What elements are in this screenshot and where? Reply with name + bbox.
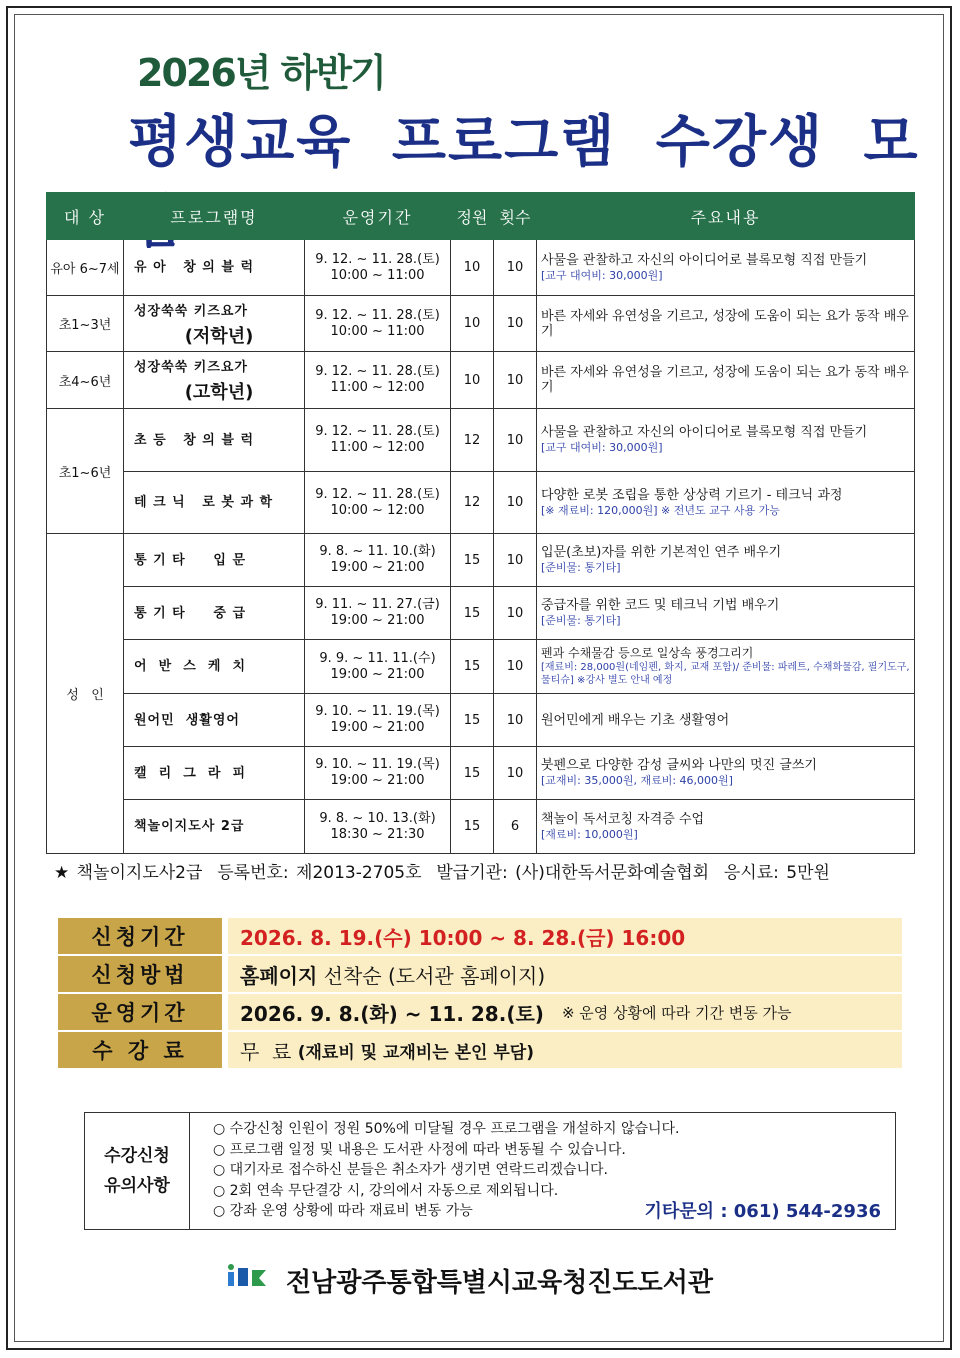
content-note: [교구 대여비: 30,000원] (541, 441, 663, 454)
period-cell (305, 409, 451, 472)
list-item: ○ 대기자로 접수하신 분들은 취소자가 생기면 연락드리겠습니다. (213, 1162, 608, 1178)
target-cell: 초1~6년 (47, 409, 124, 534)
capacity-cell: 10 (451, 240, 494, 296)
list-item: ○ 프로그램 일정 및 내용은 도서관 사정에 따라 변동될 수 있습니다. (213, 1141, 626, 1158)
notice-label (85, 1113, 190, 1229)
period-date: 9. 8. ~ 10. 13.(화) (319, 810, 436, 826)
period-time: 18:30 ~ 21:30 (330, 826, 425, 842)
program-name-text: 초 등 창 의 블 럭 (134, 432, 255, 448)
apply-period-label: 신청기간 (58, 918, 222, 954)
capacity-cell: 15 (451, 694, 494, 747)
content-note: [교구 대여비: 30,000원] (541, 268, 663, 282)
contact-info: 기타문의 : 061) 544-2936 (644, 1201, 881, 1222)
period-cell (305, 352, 451, 409)
program-name-text: 어 반 스 케 치 (134, 659, 246, 674)
count-cell: 10 (494, 352, 537, 409)
capacity-cell: 15 (451, 800, 494, 854)
content-note: [재료비: 10,000원] (541, 827, 638, 841)
apply-method-value (228, 956, 902, 992)
content-cell (537, 409, 915, 472)
program-name (124, 694, 305, 747)
program-name-text: 책놀이지도사 2급 (134, 819, 245, 834)
period-date: 9. 11. ~ 11. 27.(금) (315, 597, 440, 612)
program-sub: (고학년) (184, 382, 254, 403)
period-date: 9. 12. ~ 11. 28.(토) (315, 307, 440, 323)
period-cell (305, 640, 451, 694)
period-time: 11:00 ~ 12:00 (330, 440, 425, 455)
program-name (124, 240, 305, 296)
period-time: 19:00 ~ 21:00 (330, 666, 425, 682)
count-cell: 10 (494, 534, 537, 587)
run-period-value (228, 994, 902, 1030)
period-time: 19:00 ~ 21:00 (330, 773, 425, 788)
program-name-text: 성장쑥쑥 키즈요가 (134, 360, 248, 375)
program-name-text: 캘 리 그 라 피 (134, 765, 246, 781)
program-name-text: 원어민 생활영어 (134, 712, 240, 728)
content-cell (537, 240, 915, 296)
content-text: 중급자를 위한 코드 및 테크닉 기법 배우기 (541, 598, 780, 613)
notice-label-line1: 수강신청 (104, 1146, 170, 1166)
content-cell (537, 747, 915, 800)
apply-period-row (58, 918, 902, 954)
table-row (47, 472, 915, 534)
table-row (47, 296, 915, 352)
content-text: 바른 자세와 유연성을 기르고, 성장에 도움이 되는 요가 동작 배우기 (541, 365, 909, 395)
period-time: 19:00 ~ 21:00 (330, 613, 425, 628)
program-name (124, 472, 305, 534)
count-cell: 10 (494, 240, 537, 296)
period-cell (305, 534, 451, 587)
header-content: 주요내용 (537, 193, 915, 240)
period-date: 9. 12. ~ 11. 28.(토) (315, 486, 440, 502)
content-cell (537, 296, 915, 352)
program-name (124, 747, 305, 800)
table-row (47, 534, 915, 587)
content-text: 붓펜으로 다양한 감성 글씨와 나만의 멋진 글쓰기 (541, 758, 817, 773)
content-cell (537, 352, 915, 409)
content-text: 원어민에게 배우는 기초 생활영어 (541, 712, 730, 728)
list-item: ○ 2회 연속 무단결강 시, 강의에서 자동으로 제외됩니다. (213, 1182, 559, 1199)
content-text: 바른 자세와 유연성을 기르고, 성장에 도움이 되는 요가 동작 배우기 (541, 308, 909, 339)
apply-period-value (228, 918, 902, 954)
capacity-cell: 10 (451, 296, 494, 352)
content-text: 펜과 수채물감 등으로 일상속 풍경그리기 (541, 646, 754, 660)
count-cell: 10 (494, 640, 537, 694)
program-name-text: 유 아 창 의 블 럭 (134, 260, 255, 275)
content-text: 다양한 로봇 조립을 통한 상상력 기르기 - 테크닉 과정 (541, 487, 843, 503)
period-cell (305, 472, 451, 534)
count-cell: 10 (494, 409, 537, 472)
period-cell (305, 694, 451, 747)
period-date: 9. 12. ~ 11. 28.(토) (315, 424, 440, 439)
header-capacity: 정원 (451, 193, 494, 240)
capacity-cell: 15 (451, 587, 494, 640)
content-cell (537, 472, 915, 534)
content-note: [※ 재료비: 120,000원] ※ 전년도 교구 사용 가능 (541, 503, 780, 517)
table-row (47, 587, 915, 640)
content-cell (537, 800, 915, 854)
count-cell: 10 (494, 296, 537, 352)
count-cell: 10 (494, 747, 537, 800)
content-note: [준비물: 통기타] (541, 561, 621, 574)
period-time: 19:00 ~ 21:00 (330, 560, 425, 575)
capacity-cell: 15 (451, 534, 494, 587)
content-text: 사물을 관찰하고 자신의 아이디어로 블록모형 직접 만들기 (541, 425, 868, 440)
program-sub: (저학년) (184, 325, 254, 347)
notice-list (213, 1119, 680, 1222)
period-cell (305, 240, 451, 296)
header-count: 횟수 (494, 193, 537, 240)
year-title: 2026년 하반기 (137, 51, 385, 95)
apply-method-label: 신청방법 (58, 956, 222, 992)
content-note: [교재비: 35,000원, 재료비: 46,000원] (541, 774, 733, 787)
period-cell (305, 587, 451, 640)
run-period-text: 2026. 9. 8.(화) ~ 11. 28.(토) (240, 1001, 544, 1026)
program-name (124, 587, 305, 640)
count-cell: 6 (494, 800, 537, 854)
period-time: 10:00 ~ 11:00 (330, 323, 425, 339)
target-cell: 초1~3년 (47, 296, 124, 352)
period-cell (305, 747, 451, 800)
period-time: 10:00 ~ 11:00 (330, 267, 425, 283)
main-title: 평생교육 프로그램 수강생 모 (128, 110, 920, 175)
content-note: [재료비: 28,000원(네임펜, 화지, 교재 포함)/ 준비물: 파레트, 수채화물감, 필기도구, 물티슈] ※강사 별도 안내 예정 (541, 662, 910, 686)
content-cell (537, 534, 915, 587)
content-cell (537, 640, 915, 694)
table-row (47, 409, 915, 472)
program-name (124, 800, 305, 854)
content-text: 입문(초보)자를 위한 기본적인 연주 배우기 (541, 545, 782, 560)
certificate-footnote: ★ 책놀이지도사2급 등록번호: 제2013-2705호 발급기관: (사)대한독서문화예술협회 응시료: 5만원 (54, 863, 830, 883)
target-cell: 초4~6년 (47, 352, 124, 409)
run-period-row (58, 994, 902, 1030)
count-cell: 10 (494, 587, 537, 640)
program-name-text: 성장쑥쑥 키즈요가 (134, 303, 248, 319)
table-row (47, 694, 915, 747)
content-cell (537, 587, 915, 640)
capacity-cell: 12 (451, 409, 494, 472)
period-cell (305, 296, 451, 352)
table-row (47, 800, 915, 854)
program-name-text: 통 기 타 중 급 (134, 605, 246, 621)
program-name (124, 296, 305, 352)
fee-text: 무 료 (240, 1039, 292, 1064)
period-cell (305, 800, 451, 854)
capacity-cell: 12 (451, 472, 494, 534)
period-date: 9. 9. ~ 11. 11.(수) (319, 650, 436, 666)
program-name (124, 352, 305, 409)
apply-method-bold: 홈페이지 (240, 963, 318, 988)
capacity-cell: 15 (451, 640, 494, 694)
period-time: 10:00 ~ 12:00 (330, 502, 425, 518)
notice-label-line2: 유의사항 (104, 1176, 170, 1196)
table-row (47, 747, 915, 800)
period-time: 19:00 ~ 21:00 (330, 720, 425, 735)
period-date: 9. 10. ~ 11. 19.(목) (315, 704, 440, 719)
fee-label: 수 강 료 (58, 1032, 222, 1068)
notice-box (84, 1112, 896, 1230)
header-program: 프로그램명 (124, 193, 305, 240)
application-info (58, 918, 902, 1070)
program-name (124, 409, 305, 472)
period-date: 9. 8. ~ 11. 10.(화) (319, 544, 436, 559)
table-row (47, 640, 915, 694)
program-name (124, 640, 305, 694)
list-item: ○ 수강신청 인원이 정원 50%에 미달될 경우 프로그램을 개설하지 않습니다. (213, 1121, 680, 1137)
program-name-text: 테 크 닉 로 봇 과 학 (134, 495, 274, 510)
program-name (124, 534, 305, 587)
capacity-cell: 10 (451, 352, 494, 409)
count-cell: 10 (494, 694, 537, 747)
table-row (47, 352, 915, 409)
run-period-label: 운영기간 (58, 994, 222, 1030)
content-text: 사물을 관찰하고 자신의 아이디어로 블록모형 직접 만들기 (541, 252, 868, 268)
content-note: [준비물: 통기타] (541, 614, 621, 627)
run-period-note: ※ 운영 상황에 따라 기간 변동 가능 (561, 1003, 792, 1022)
apply-method-rest: 선착순 (도서관 홈페이지) (323, 963, 546, 988)
apply-period-text: 2026. 8. 19.(수) 10:00 ~ 8. 28.(금) 16:00 (240, 925, 686, 950)
apply-method-row (58, 956, 902, 992)
program-table (46, 192, 915, 854)
period-date: 9. 10. ~ 11. 19.(목) (315, 757, 440, 772)
content-cell (537, 694, 915, 747)
header-target: 대 상 (47, 193, 124, 240)
list-item: ○ 강좌 운영 상황에 따라 재료비 변동 가능 (213, 1203, 473, 1219)
header-period: 운영기간 (305, 193, 451, 240)
table-header-row (47, 193, 915, 240)
count-cell: 10 (494, 472, 537, 534)
period-time: 11:00 ~ 12:00 (330, 380, 425, 395)
target-cell: 유아 6~7세 (47, 240, 124, 296)
fee-note: (재료비 및 교재비는 본인 부담) (297, 1042, 534, 1063)
fee-value (228, 1032, 902, 1068)
fee-row (58, 1032, 902, 1068)
period-date: 9. 12. ~ 11. 28.(토) (315, 364, 440, 379)
program-name-text: 통 기 타 입 문 (134, 552, 246, 568)
content-text: 책놀이 독서코칭 자격증 수업 (541, 811, 705, 827)
library-logo-icon (226, 1262, 270, 1290)
period-date: 9. 12. ~ 11. 28.(토) (315, 251, 440, 267)
target-cell: 성 인 (47, 534, 124, 854)
table-row (47, 240, 915, 296)
organization-name: 전남광주통합특별시교육청진도도서관 (286, 1268, 713, 1298)
capacity-cell: 15 (451, 747, 494, 800)
